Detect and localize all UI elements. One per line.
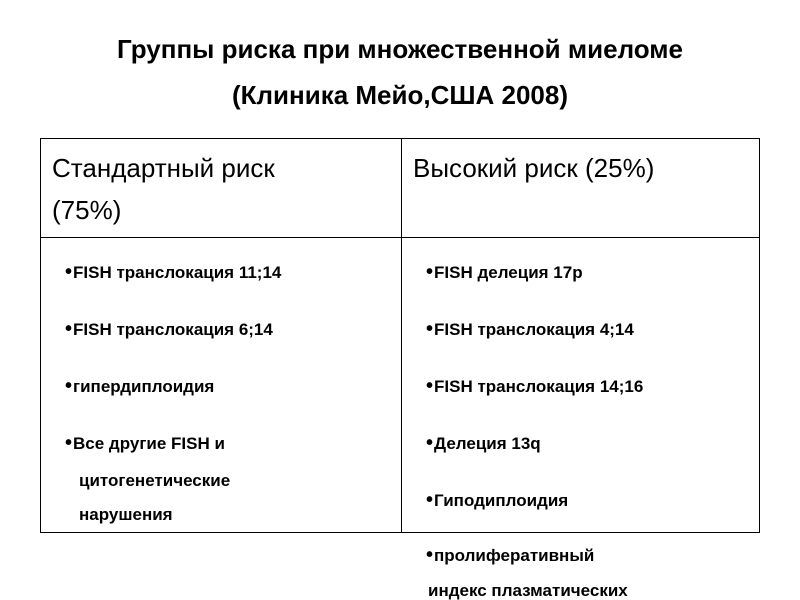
bullet-icon: • (426, 318, 434, 340)
bullet-icon: • (426, 489, 434, 511)
column-header-standard-risk-line1: Стандартный риск (52, 153, 275, 183)
list-item-label: FISH транслокация 14;16 (434, 377, 644, 396)
list-item-label: гипердиплоидия (73, 377, 215, 396)
list-item-high-risk-6-continuation: индекс плазматических (428, 581, 628, 600)
list-item-standard-risk-2 (65, 312, 273, 347)
list-item-standard-risk-4-continuation-1: цитогенетические (79, 471, 231, 490)
list-item-standard-risk-3 (65, 369, 214, 404)
bullet-icon: • (65, 432, 73, 454)
column-header-standard-risk-line2: (75%) (52, 195, 122, 225)
bullet-icon: • (65, 261, 73, 283)
header-divider (41, 237, 759, 238)
column-header-high-risk: Высокий риск (25%) (413, 153, 655, 183)
list-item-label: Делеция 13q (434, 434, 541, 453)
list-item-label: пролиферативный (434, 546, 595, 565)
slide-title-line2: (Клиника Мейо,США 2008) (231, 80, 569, 110)
list-item-standard-risk-4 (65, 426, 225, 461)
bullet-icon: • (65, 318, 73, 340)
column-header-standard-risk (52, 147, 372, 231)
bullet-icon: • (426, 544, 434, 566)
column-divider (401, 139, 402, 532)
bullet-icon: • (426, 375, 434, 397)
bullet-icon: • (65, 375, 73, 397)
list-item-standard-risk-1 (65, 255, 281, 290)
list-item-label: FISH делеция 17p (434, 263, 583, 282)
list-item-high-risk-1 (426, 255, 583, 290)
bullet-icon: • (426, 432, 434, 454)
list-item-label: Все другие FISH и (73, 434, 225, 453)
list-item-high-risk-5 (426, 483, 568, 518)
list-item-label: Гиподиплоидия (434, 491, 569, 510)
list-item-label: FISH транслокация 11;14 (73, 263, 282, 282)
slide-title-line1: Группы риска при множественной миеломе (117, 34, 683, 64)
list-item-high-risk-3 (426, 369, 643, 404)
list-item-standard-risk-4-continuation-2: нарушения (79, 505, 173, 524)
list-item-label: FISH транслокация 4;14 (434, 320, 634, 339)
list-item-high-risk-6 (426, 538, 594, 573)
list-item-high-risk-4 (426, 426, 541, 461)
bullet-icon: • (426, 261, 434, 283)
risk-groups-table (40, 138, 760, 533)
list-item-label: FISH транслокация 6;14 (73, 320, 273, 339)
list-item-high-risk-2 (426, 312, 634, 347)
